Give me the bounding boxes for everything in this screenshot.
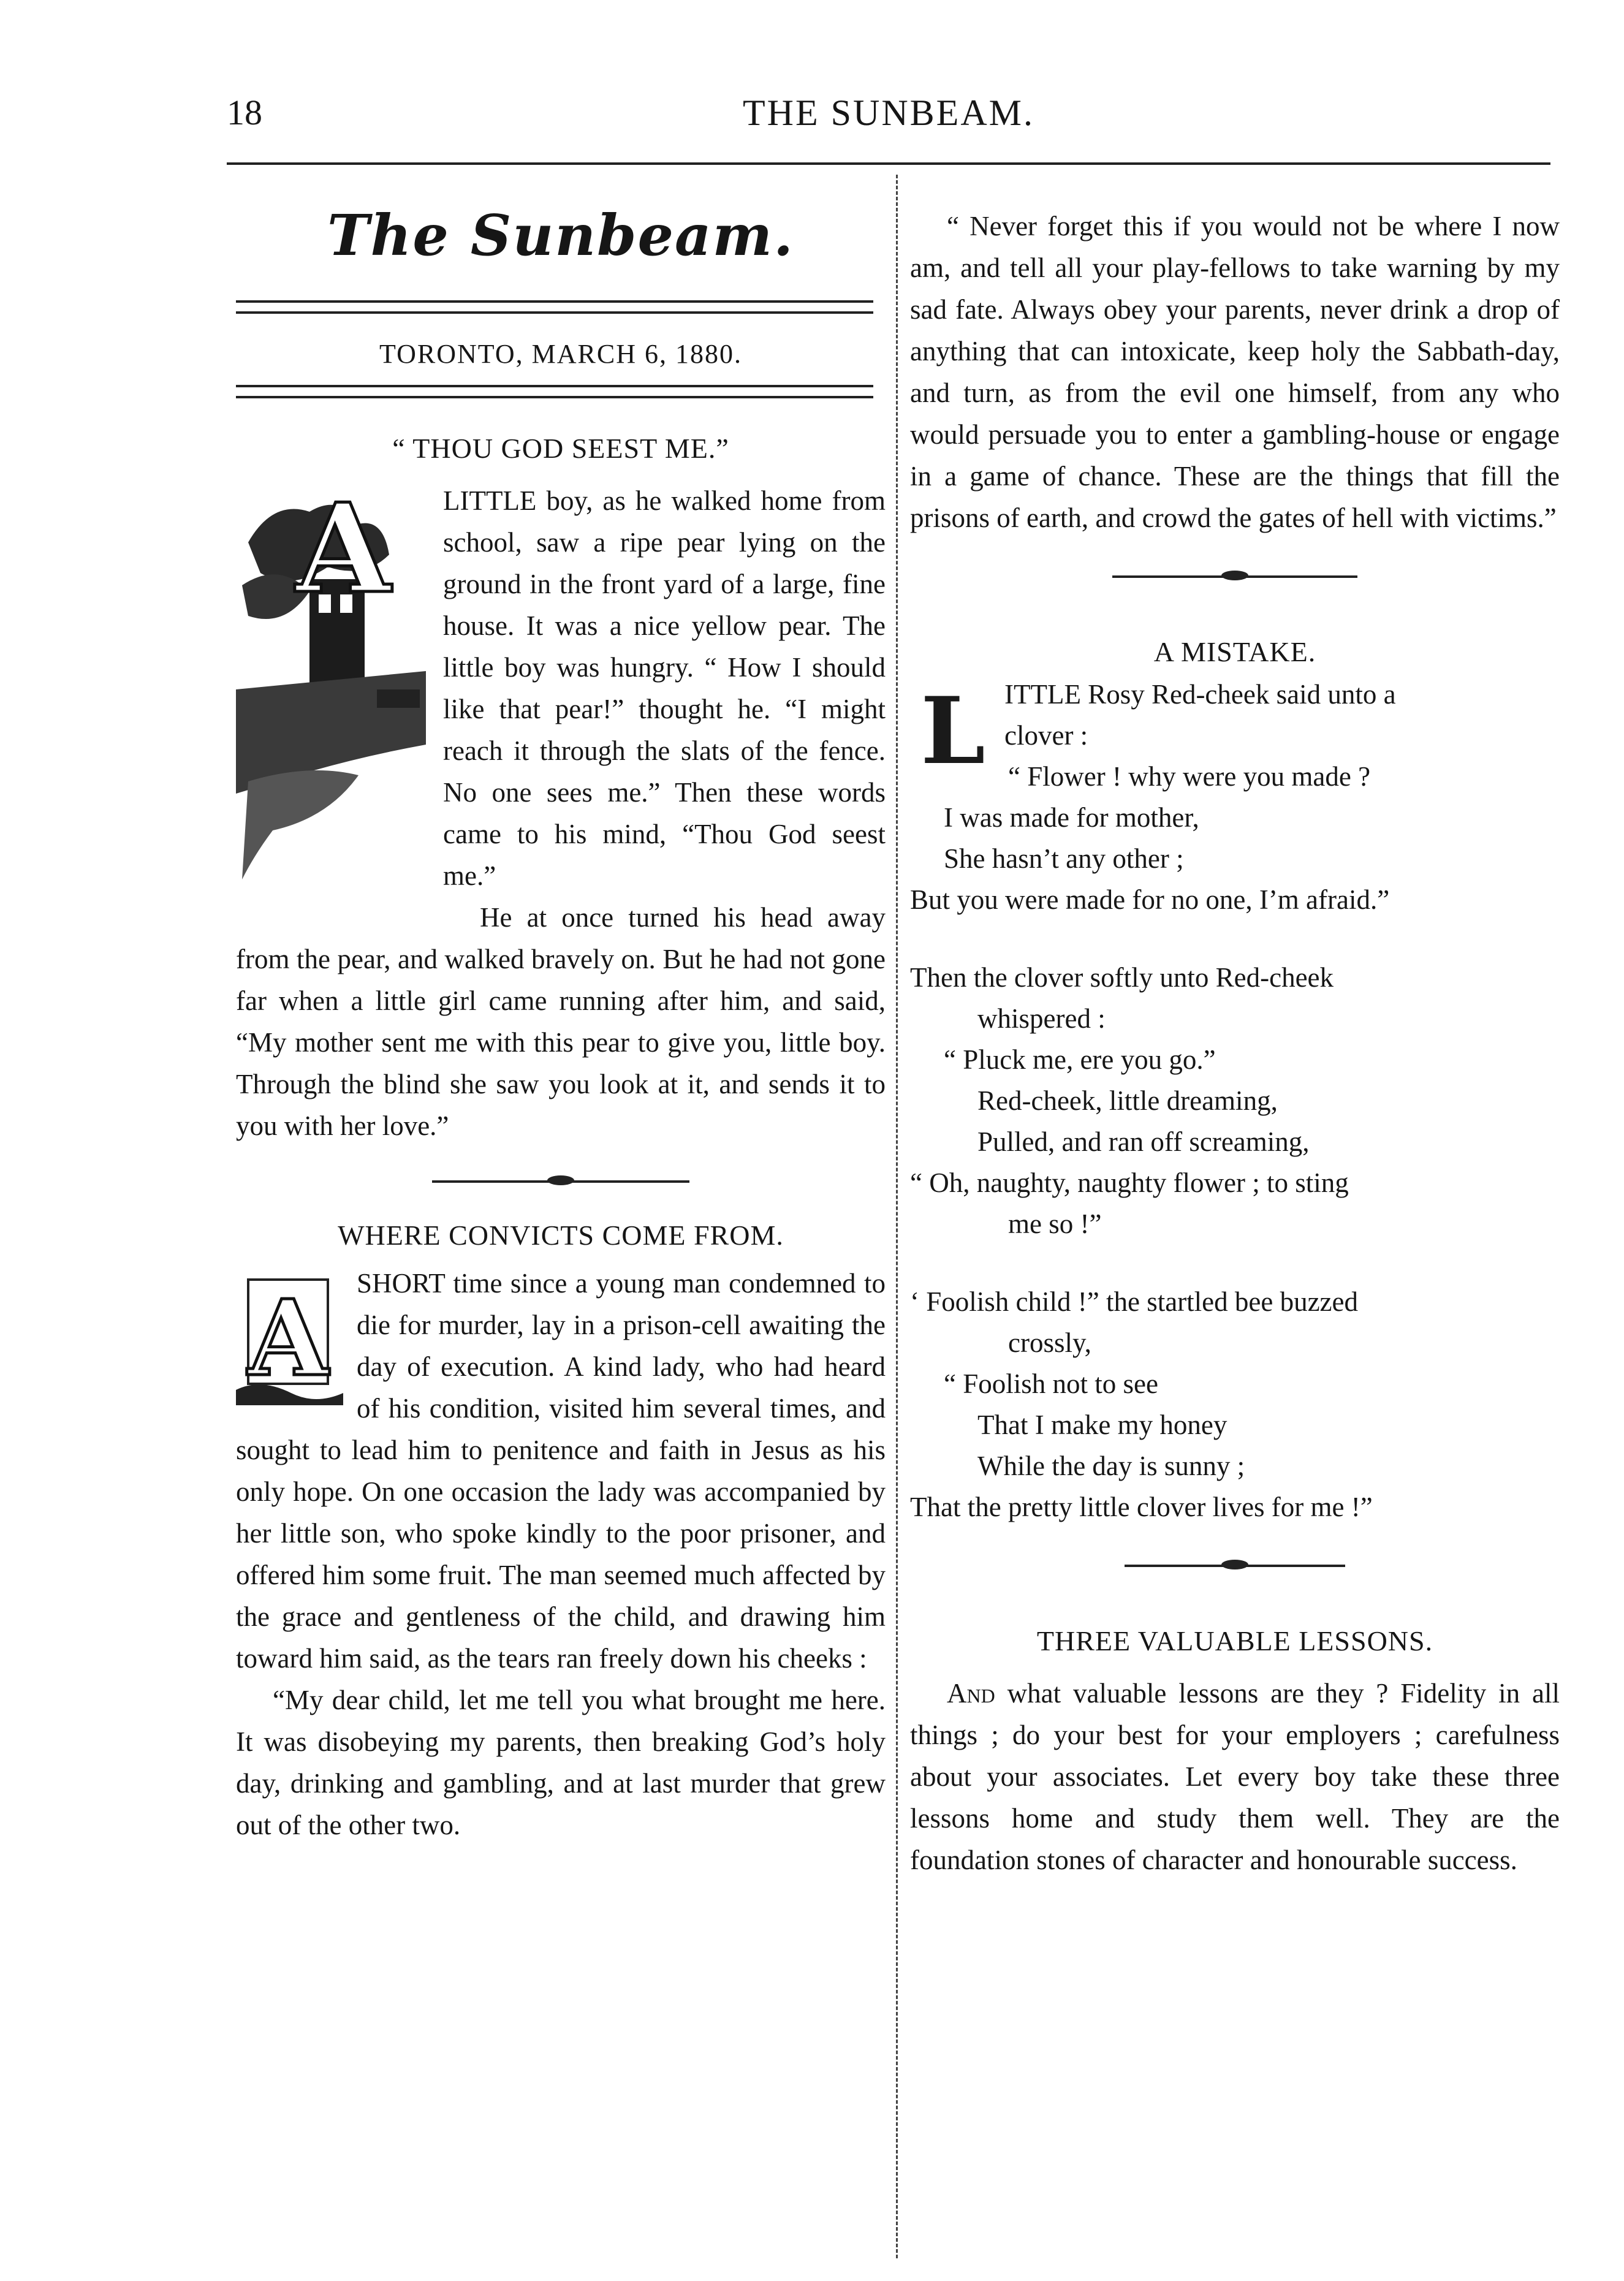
poem-line: crossly, — [1008, 1327, 1091, 1358]
poem-line: She hasn’t any other ; — [944, 843, 1184, 874]
initial-l-glyph: L — [920, 680, 985, 772]
initial-l-ornament — [916, 680, 990, 772]
masthead-rule — [236, 300, 873, 314]
poem-line: clover : — [1004, 720, 1088, 751]
divider-ornament — [432, 1180, 689, 1185]
article-convicts-continued — [910, 205, 1560, 539]
running-head — [227, 92, 1550, 147]
initial-a-glyph: A — [295, 487, 391, 621]
poem-line: Red-cheek, little dreaming, — [977, 1085, 1278, 1116]
poem-mistake — [910, 674, 1560, 1528]
article-heading-convicts: WHERE CONVICTS COME FROM. — [338, 1220, 784, 1251]
poem-heading-mistake: A MISTAKE. — [1153, 636, 1316, 667]
poem-line: “ Pluck me, ere you go.” — [944, 1044, 1216, 1075]
initial-a-glyph: A — [248, 1277, 328, 1400]
poem-line: That the pretty little clover lives for me !” — [910, 1492, 1373, 1522]
article-three-lessons — [910, 1672, 1560, 1881]
divider-ornament — [1112, 575, 1357, 580]
divider-ornament — [1125, 1565, 1345, 1569]
dateline: TORONTO, MARCH 6, 1880. — [379, 339, 742, 369]
poem-line: While the day is sunny ; — [977, 1451, 1245, 1481]
poem-line: “ Oh, naughty, naughty flower ; to sting — [910, 1167, 1349, 1198]
paragraph: He at once turned his head away from the pear, and walked bravely on. But he had not gone far when a little girl came running after him, and said, “My mother sent me with this pear to give you, little boy. Through the blind she saw you look at it, and sends it to you with her love.” — [236, 902, 886, 1141]
article-heading-thou-god: “ THOU GOD SEEST ME.” — [392, 433, 729, 464]
poem-stanza — [910, 957, 1560, 1245]
paragraph: SHORT time since a young man condemned to die for murder, lay in a prison-cell awaiting the day of execution. A kind lady, who had heard of his condition, visited him several times, and sought to lead him to penitence and faith in Jesus as his only hope. On one occasion the lady was accompanied by her little son, who spoke kindly to the poor prisoner, and offered him some fruit. The man seemed much affected by the grace and gentleness of the child, and drawing him toward him said, as the tears ran freely down his cheeks : — [236, 1268, 886, 1674]
poem-line: That I make my honey — [977, 1410, 1227, 1440]
poem-line: I was made for mother, — [944, 802, 1199, 833]
page-number: 18 — [227, 93, 262, 132]
poem-line: ‘ Foolish child !” the startled bee buzzed — [910, 1286, 1359, 1317]
left-column — [236, 184, 886, 1846]
poem-line: ITTLE Rosy Red-cheek said unto a — [1004, 679, 1396, 710]
poem-line: “ Flower ! why were you made ? — [1008, 761, 1371, 792]
lead-word: And — [947, 1678, 995, 1709]
poem-line: But you were made for no one, I’m afraid.” — [910, 884, 1390, 915]
initial-a-ornament — [236, 1273, 343, 1408]
right-column — [910, 205, 1560, 1881]
header-rule — [227, 162, 1550, 165]
paragraph: “My dear child, let me tell you what brought me here. It was disobeying my parents, then breaking God’s holy day, drinking and gambling, and at last murder that grew out of the other two. — [236, 1685, 886, 1840]
poem-stanza — [910, 1281, 1560, 1528]
paragraph: LITTLE boy, as he walked home from school, saw a ripe pear lying on the ground in the front yard of a large, fine house. It was a nice yellow pear. The little boy was hungry. “ How I should like that pear!” thought he. “I might reach it through the slats of the fence. No one sees me.” Then these words came to his mind, “Thou God seest me.” — [443, 485, 886, 891]
article-thou-god — [236, 480, 886, 1147]
column-divider — [896, 175, 898, 2258]
article-convicts — [236, 1262, 886, 1846]
poem-line: me so !” — [1008, 1209, 1102, 1239]
dateline-rule — [236, 385, 873, 398]
masthead-title: The Sunbeam. — [327, 202, 794, 268]
poem-line: “ Foolish not to see — [944, 1368, 1158, 1399]
landscape-initial-illustration — [236, 487, 426, 892]
poem-line: whispered : — [977, 1003, 1106, 1034]
article-heading-three-lessons: THREE VALUABLE LESSONS. — [1036, 1625, 1433, 1657]
poem-line: Then the clover softly unto Red-cheek — [910, 962, 1334, 993]
running-title: THE SUNBEAM. — [742, 93, 1034, 133]
paragraph: “ Never forget this if you would not be where I now am, and tell all your play-fellows to take warning by my sad fate. Always obey your parents, never drink a drop of anything that can intoxicate, keep holy the Sabbath-day, and turn, as from the evil one himself, from any who would persuade you to enter a gambling-house or engage in a game of chance. These are the things that fill the prisons of earth, and crowd the gates of hell with victims.” — [910, 211, 1560, 533]
poem-line: Pulled, and ran off screaming, — [977, 1126, 1310, 1157]
paragraph: what valuable lessons are they ? Fidelity in all things ; do your best for your employers ; carefulness about your associates. Let every boy take these three lessons home and study them well. They are the foundation stones of character and honourable success. — [910, 1678, 1560, 1875]
